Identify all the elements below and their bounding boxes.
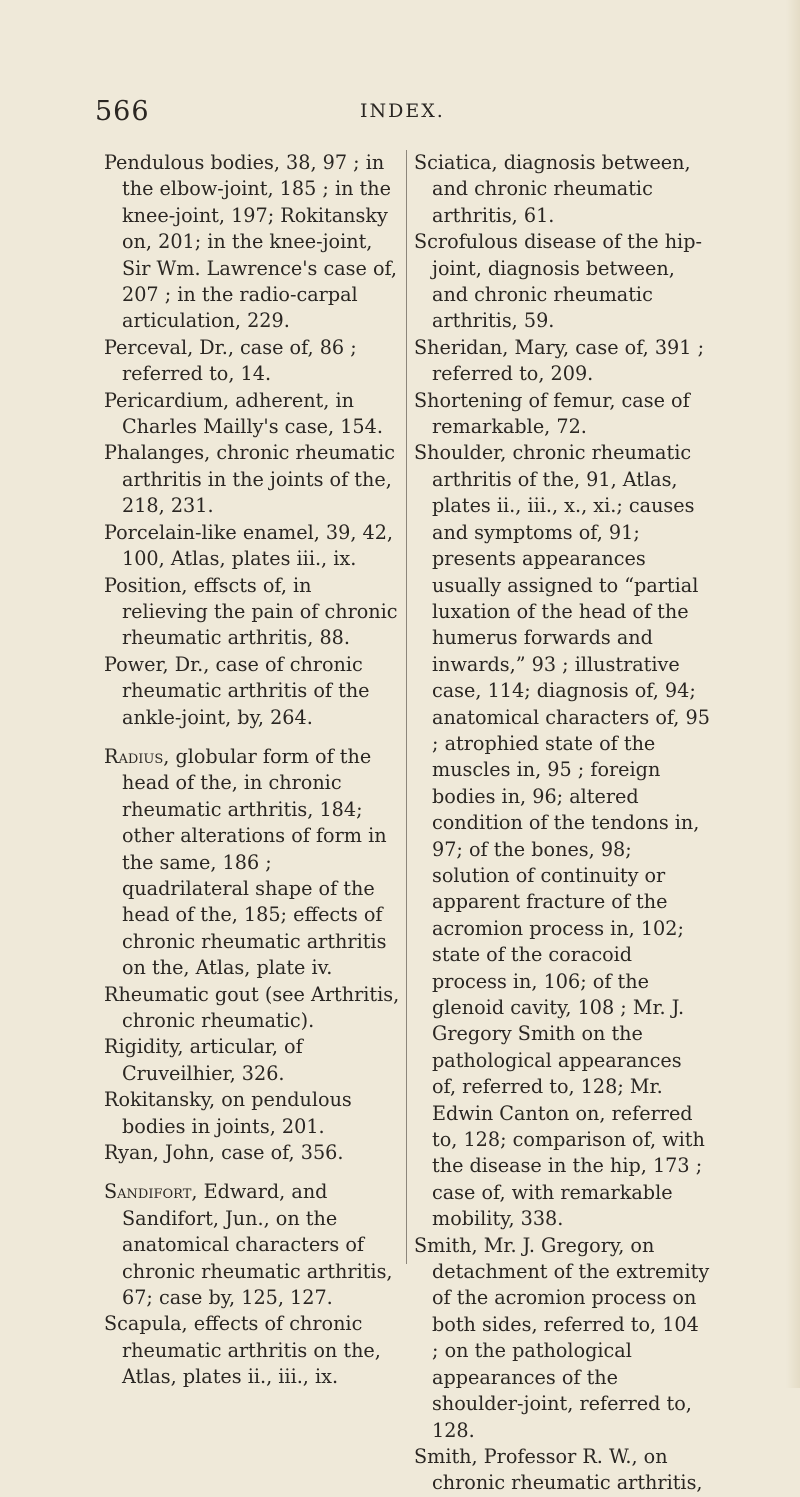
index-entry: Pericardium, adherent, in Charles Mailly's case, 154. [104, 388, 383, 439]
index-entry: Shortening of femur, case of remarkable, 72. [414, 388, 690, 439]
index-entry: Smith, Mr. J. Gregory, on detachment of the extremity of the acromion process on both sides, referred to, 104 ; on the pathological appearances of the shoulder-joint, referred to, 128. [414, 1233, 710, 1442]
index-entry: Sheridan, Mary, case of, 391 ; referred to, 209. [414, 335, 705, 386]
index-entry: Sciatica, diagnosis between, and chronic rheumatic arthritis, 61. [414, 151, 691, 227]
index-entry: Ryan, John, case of, 356. [104, 1141, 344, 1165]
index-entry: Phalanges, chronic rheumatic arthritis in the joints of the, 218, 231. [104, 441, 395, 518]
column-divider [406, 150, 407, 1264]
index-entry: Scapula, effects of chronic rheumatic arthritis on the, Atlas, plates ii., iii., ix. [104, 1312, 381, 1389]
page-edge-shadow [786, 0, 800, 1388]
index-entry: Perceval, Dr., case of, 86 ; referred to, 14. [104, 335, 357, 386]
index-entry: Scrofulous disease of the hip-joint, diagnosis between, and chronic rheumatic arthritis, 59. [414, 230, 702, 333]
index-entry: Power, Dr., case of chronic rheumatic arthritis of the ankle-joint, by, 264. [104, 652, 370, 729]
index-entry: Shoulder, chronic rheumatic arthritis of the, 91, Atlas, plates ii., iii., x., xi.; causes and symptoms of, 91; presents appearances usually assigned to “partial luxation of the head of the humerus forwards and inwards,” 93 ; illustrative case, 114; diagnosis of, 94; anatomical characters of, 95 ; atrophied state of the muscles in, 95 ; foreign bodies in, 96; altered condition of the tendons in, 97; of the bones, 98; solution of continuity or apparent fracture of the acromion process in, 102; state of the coracoid process in, 106; of the glenoid cavity, 108 ; Mr. J. Gregory Smith on the pathological appearances of, referred to, 128; Mr. Edwin Canton on, referred to, 128; comparison of, with the disease in the hip, 173 ; case of, with remarkable mobility, 338. [414, 441, 710, 1231]
index-column-right [414, 150, 710, 1497]
index-entry: Rokitansky, on pendulous bodies in joints, 201. [104, 1088, 352, 1138]
index-entry: Rigidity, articular, of Cruveilhier, 326. [104, 1035, 303, 1085]
index-entry: Pendulous bodies, 38, 97 ; in the elbow-joint, 185 ; in the knee-joint, 197; Rokitansky on, 201; in the knee-joint, Sir Wm. Lawrence's case of, 207 ; in the radio-carpal articulation, 229. [104, 151, 398, 333]
index-entry: Smith, Professor R. W., on chronic rheumatic arthritis, [414, 1444, 703, 1495]
index-entry: Position, effscts of, in relieving the pain of chronic rheumatic arthritis, 88. [104, 573, 398, 650]
entry-lead: Sandifort [104, 1180, 192, 1204]
index-column-left [104, 150, 400, 1391]
index-entry: Porcelain-like enamel, 39, 42, 100, Atlas, plates iii., ix. [104, 520, 394, 571]
index-entry: Radius, globular form of the head of the, in chronic rheumatic arthritis, 184; other alterations of form in the same, 186 ; quadrilateral shape of the head of the, 185; effects of chronic rheumatic arthritis on the, Atlas, plate iv. [104, 744, 387, 980]
entry-lead: Radius [104, 744, 164, 768]
page-number: 566 [95, 96, 150, 127]
page-header [0, 96, 800, 136]
index-entry: Sandifort, Edward, and Sandifort, Jun., on the anatomical characters of chronic rheumatic arthritis, 67; case by, 125, 127. [104, 1180, 393, 1310]
index-entry: Rheumatic gout (see Arthritis, chronic rheumatic). [104, 982, 400, 1032]
running-head: INDEX. [360, 100, 445, 122]
